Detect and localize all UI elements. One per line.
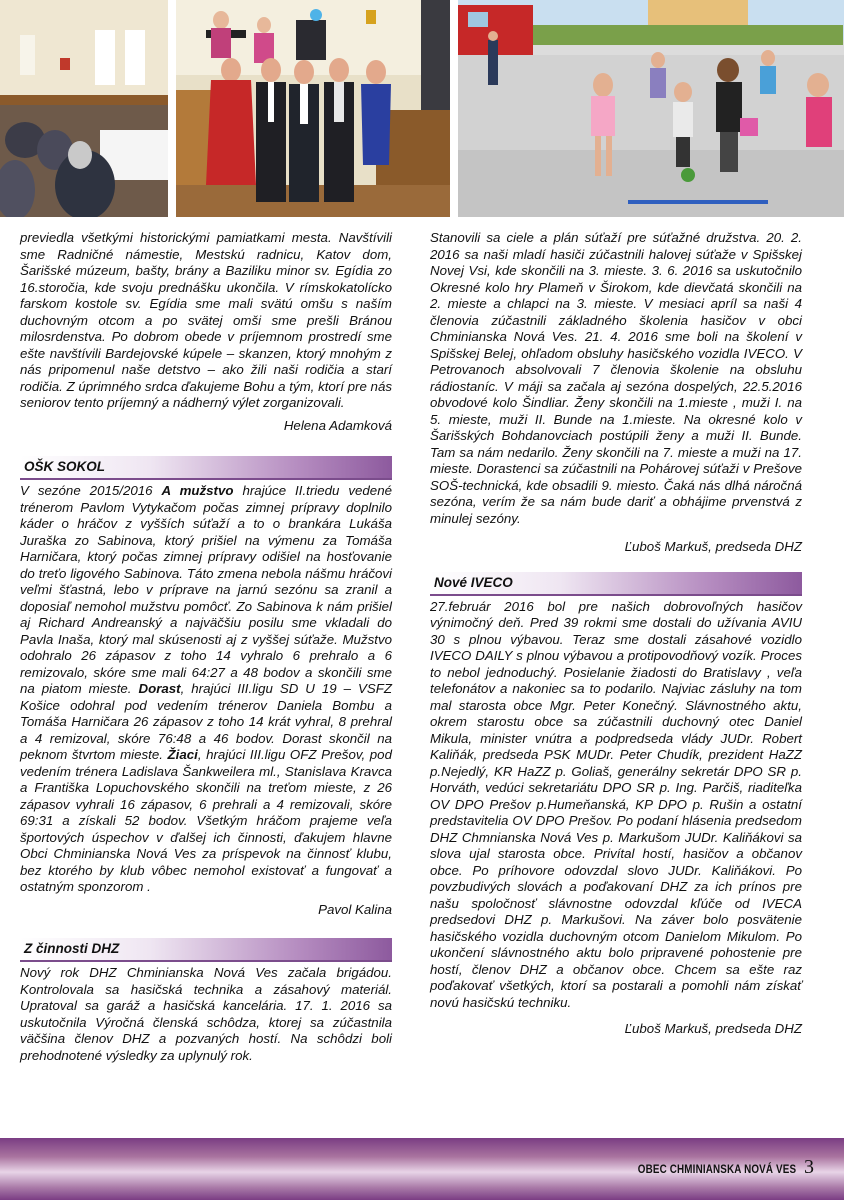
photo-children-firefighter-event bbox=[458, 0, 844, 217]
nove-iveco-heading: Nové IVECO bbox=[430, 572, 802, 596]
travel-article-text: previedla všetkými historickými pamiatkami mesta. Navštívili sme Radničné námestie, Mestskú radnicu, Katov dom, Šarišské múzeum, bašty, brány a Baziliku minor sv. Egídia zo 16.storočia, kde svoju prednášku ukončila. V rímskokatolícko farskom kostole sv. Egídia sme mali svätú omšu s naším duchovným otcom a po svätej omši sme prešli Bránou milosrdenstva. Po dobrom obede v príjemnom prostredí sme ešte navštívili Bardejovské kúpele – skanzen, ktorý mnohým z nás pripomenul naše detstvo – ako žili naši rodičia a starí rodičia. Z úprimného srdca ďakujeme Bohu a tým, ktorí pre nás seniorov tento príjemný a nádherný výlet zorganizovali. bbox=[20, 230, 392, 410]
photo-banquet-hall bbox=[0, 0, 168, 217]
osk-sokol-text bbox=[20, 483, 392, 896]
osk-sokol-signature: Pavol Kalina bbox=[318, 901, 392, 917]
page-number: 3 bbox=[804, 1156, 814, 1178]
osk-sokol-text-part: , hrajúci III.ligu SD U 19 – VSFZ Košice odohral pod vedením trénerov Daniela Bombu a Tomáša Harničara 26 zápasov z toho 14 krát vyhral, 8 prehral a 4 remizoval, skóre 76:48 a 46 bodov. Dorast skončil na peknom štvrtom mieste. bbox=[20, 681, 392, 762]
osk-sokol-text-part: , hrajúci III.ligu OFZ Prešov, pod vedením trénera Ladislava Šankweilera ml., Stanislava Kravca a Františka Lopuchovského skončili na treťom mieste, z 26 zápasov vyhrali 16 zápasov, 6 prehrali a 4 remizovali, skóre 69:31 a získali 52 bodov. Všetkým hráčom prajeme veľa športových úspechov v ďalšej ich činnosti, ďakujem hlavne Obci Chminianska Nová Ves za príspevok na činnosť klubu, bez ktorého by klub vôbec nemohol existovať a fungovať a ostatným sponzorom . bbox=[20, 747, 392, 894]
footer-publication-name: OBEC CHMINIANSKA NOVÁ VES bbox=[637, 1162, 796, 1176]
osk-sokol-text-part: V sezóne 2015/2016 bbox=[20, 483, 162, 498]
nove-iveco-signature: Ľuboš Markuš, predseda DHZ bbox=[624, 1021, 802, 1036]
osk-sokol-pupils: Žiaci bbox=[167, 747, 198, 762]
dhz-continued-text: Stanovili sa ciele a plán súťaží pre súťažné družstva. 20. 2. 2016 sa naši mladí hasiči zúčastnili halovej súťaže v Spišskej Novej Vsi, kde skončili na 3. mieste. 3. 6. 2016 sa uskutočnilo Okresné kolo hry Plameň v Širokom, kde dievčatá skončili na 2. mieste a chlapci na 3. mieste. V mesiaci apríl sa naši 4 členovia zúčastnili základného školenia hasičov v obci Chminianska Nová Ves. 21. 4. 2016 sme boli na školení v Spišskej Belej, ohľadom obsluhy hasičského vozidla IVECO. V Petrovanoch absolvovali 7 členovia školenie na obsluhu rádiostaníc. V máji sa začala aj sezóna dospelých, 22.5.2016 obvodové kolo Šindliar. Ženy skončili na 1.mieste , muži I. na 5. mieste, muži II. Bunde na 1.mieste. Na okresné kolo v Šarišských Bohdanovciach postúpili ženy a muži II. Bunde. Tam sa nám nedarilo. Ženy skončili na 7. mieste a muži na 17. mieste. Dorastenci sa zúčastnili na Pohárovej súťaži v Prešove SOŠ-technická, kde obsadili 9. miesto. Čaká nás dlhá náročná sezóna, verím že sa nám bude dariť a obhájime prvenstvá z minulej sezóny. bbox=[430, 230, 802, 526]
nove-iveco-text: 27.február 2016 bol pre našich dobrovoľných hasičov výnimočný deň. Pred 39 rokmi sme dostali do užívania AVIU 30 s plnou výbavou. Teraz sme dostali zásahové vozidlo IVECO DAILY s plnou výbavou a protipovodňový vozík. Proces to nebol jednoduchý. Posielanie žiadosti do Bratislavy , veľa telefonátov a nakoniec sa to podarilo. Najviac zásluhy na tom mal starosta obce Mgr. Peter Konečný. Slávnostného aktu, okrem starostu obce sa zúčastnili duchovný otec Daniel Mikula, minister vnútra a podpredseda vlády JUDr. Robert Kaliňák, predseda PSK MUDr. Peter Chudík, prezident HaZZ p.Nejedlý, KR HaZZ p. Goliaš, generálny sekretár DPO SR p. Horváth, vedúci sekretariátu DPO SR p. Ing. Parčiš, riaditeľka OV DPO Prešov p.Humeňanská, KP DPO p. Rušin a ostatní predstavitelia OV DPO Prešov. Po podaní hlásenia predsedom DHZ Chmnianska Nová Ves p. Markušom JUDr. Kaliňákovi sa slova ujal starosta obce. Privítal hostí, hasičov a občanov obce. Po príhovore odovzdal slovo JUDr. Kaliňákovi. Po povzbudivých slovách a poďakovaní DHZ za ich prínos pre našu spoločnosť slávnostne odovzdal kľúče od IVECA predsedovi DHZ p. Markušovi. Na záver bolo posvätenie hasičského vozidla duchovným otcom Danielom Mikulom. Po ukončení slávnostného aktu bolo pripravené pohostenie pre hostí, členov DHZ a občanov obce. Chcem sa ešte raz poďakovať všetkých, ktorí sa postarali a pomohli nám získať novú hasičskú techniku. bbox=[430, 598, 802, 1010]
photo-band-and-guests bbox=[176, 0, 450, 217]
travel-article-signature: Helena Adamková bbox=[283, 417, 392, 433]
z-cinnosti-heading: Z činnosti DHZ bbox=[20, 938, 392, 962]
osk-sokol-a-team: A mužstvo bbox=[161, 483, 234, 498]
footer-band bbox=[0, 1138, 844, 1200]
osk-sokol-text-part: hrajúce II.triedu vedené trénerom Pavlom Vytykačom počas zimnej prípravy doplnilo káder o hráčov z vyšších súťaží a to o brankára Lukáša Juraška zo Sabinova, ktorý prišiel na výmenu za Tomáša Harničara, ktorý počas zimnej prípravy odišiel na hosťovanie do treťo ligového Sabinova. Táto zmena nebola nášmu hráčovi veľmi šťastná, lebo v príprave na jarnú sezónu sa zranil a doposiaľ nemohol mužstvu pomôcť. Zo Sabinova k nám prišiel aj Richard Andreanský a najväčšiu posilu sme vkladali do Pavla Inaša, ktorý mal skúsenosti aj z vyššej súťaže. Mužstvo odohralo 26 zápasov z toho 14 vyhralo 6 prehralo a 6 remizovalo, skóre sme mali 64:27 a 48 bodov a skončili sme na piatom mieste. bbox=[20, 483, 392, 696]
dhz-continued-signature: Ľuboš Markuš, predseda DHZ bbox=[624, 539, 802, 554]
z-cinnosti-text: Nový rok DHZ Chminianska Nová Ves začala brigádou. Kontrolovala sa hasičská technika a zásahový materiál. Upratoval sa garáž a hasičská kancelária. 17. 1. 2016 sa uskutočnila Výročná členská schôdza, ktorej sa zúčastnila väčšina členov DHZ a pozvaných hostí. Na schôdzi boli prehodnotené výsledky za uplynulý rok. bbox=[20, 965, 392, 1063]
osk-sokol-heading: OŠK SOKOL bbox=[20, 456, 392, 480]
photo-strip bbox=[0, 0, 844, 217]
osk-sokol-juniors: Dorast bbox=[138, 681, 181, 696]
left-column bbox=[20, 230, 392, 1064]
right-column bbox=[430, 230, 802, 1038]
